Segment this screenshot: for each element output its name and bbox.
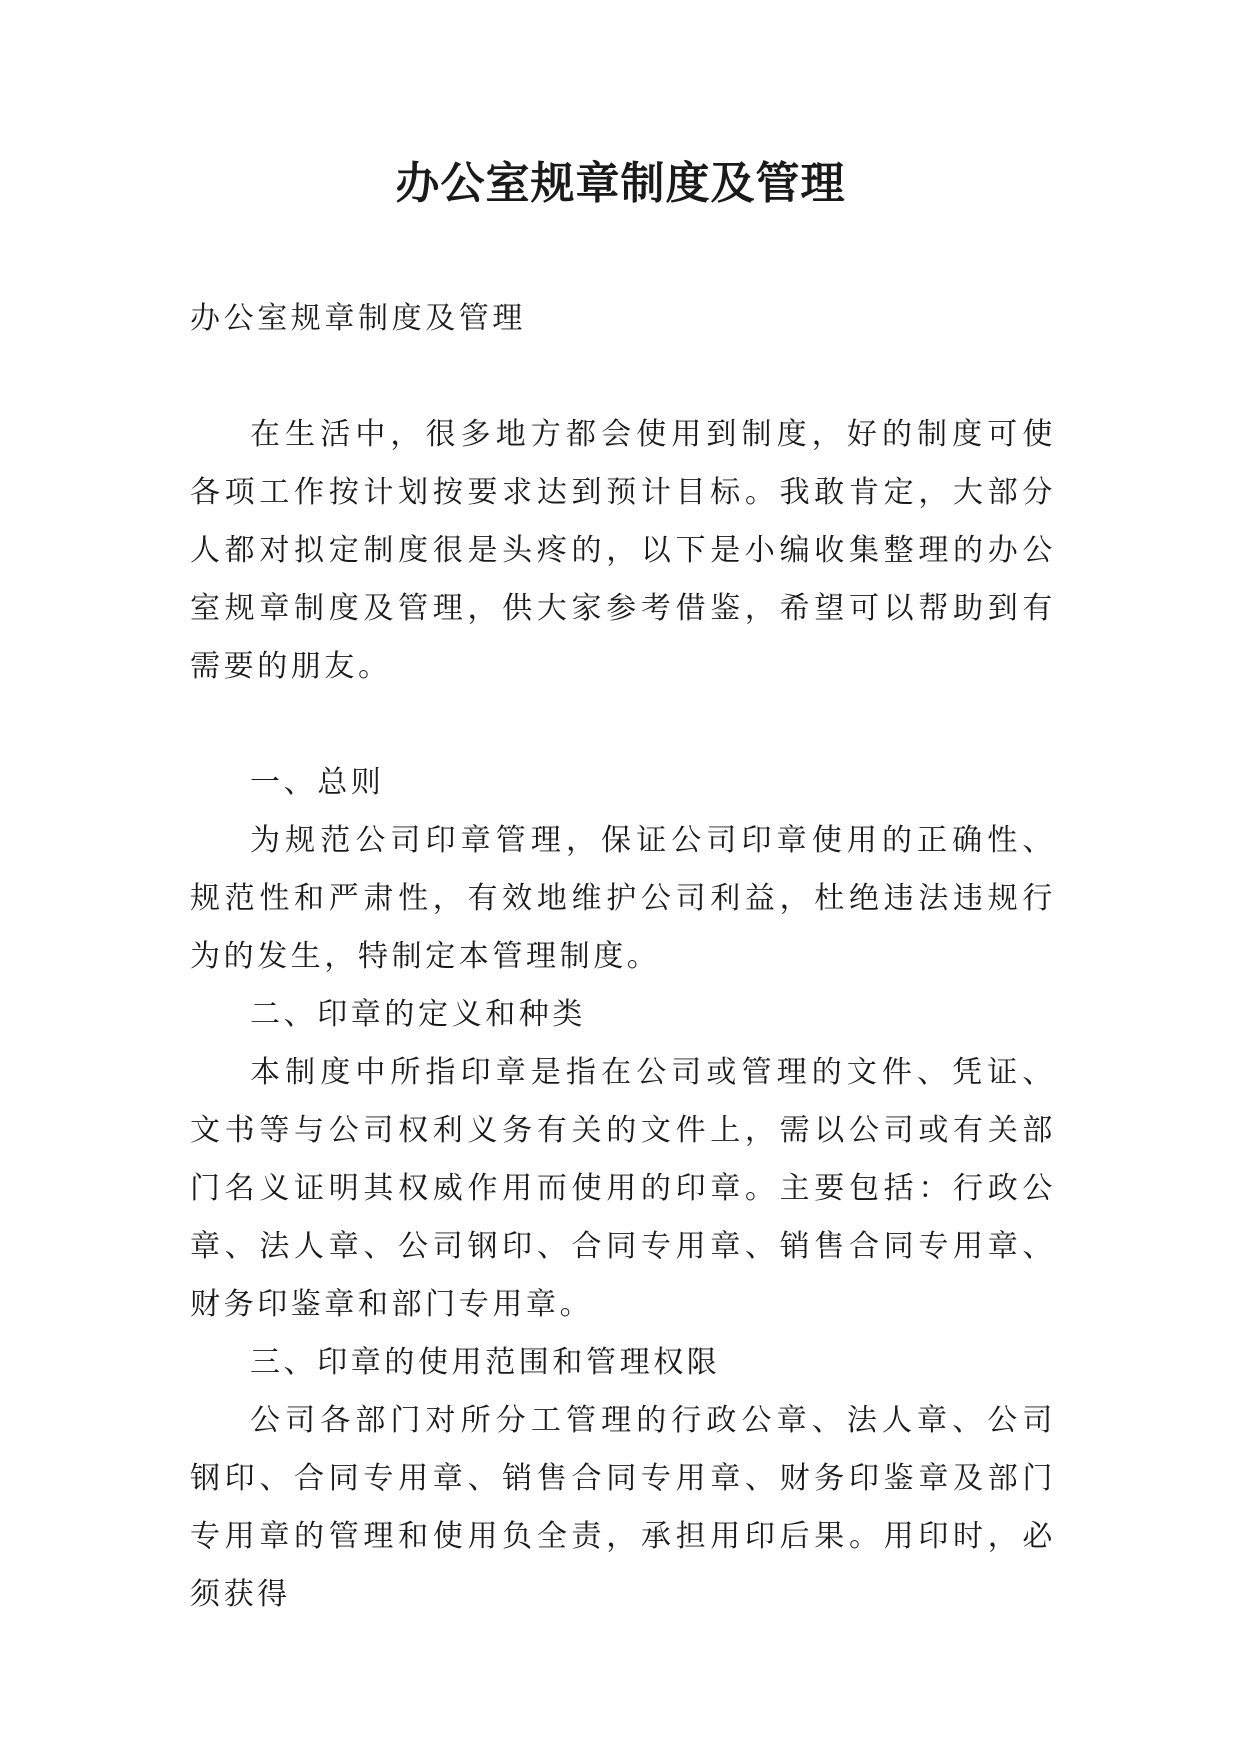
section-paragraph-seal-usage: 公司各部门对所分工管理的行政公章、法人章、公司钢印、合同专用章、销售合同专用章、财务印鉴章及部门专用章的管理和使用负全责，承担用印后果。用印时，必须获得: [190, 1403, 1056, 1612]
section-heading-seal-definition: 二、印章的定义和种类: [250, 997, 586, 1032]
document-subtitle: 办公室规章制度及管理: [190, 301, 526, 336]
document-title: 办公室规章制度及管理: [395, 158, 846, 209]
document-body: [190, 290, 1056, 1624]
section-paragraph-general: 为规范公司印章管理，保证公司印章使用的正确性、规范性和严肃性，有效地维护公司利益，杜绝违法违规行为的发生，特制定本管理制度。: [190, 823, 1056, 974]
section-heading-seal-usage: 三、印章的使用范围和管理权限: [250, 1345, 721, 1380]
section-paragraph-seal-definition: 本制度中所指印章是指在公司或管理的文件、凭证、文书等与公司权利义务有关的文件上，需以公司或有关部门名义证明其权威作用而使用的印章。主要包括：行政公章、法人章、公司钢印、合同专用章、销售合同专用章、财务印鉴章和部门专用章。: [190, 1055, 1056, 1322]
intro-paragraph: 在生活中，很多地方都会使用到制度，好的制度可使各项工作按计划按要求达到预计目标。我敢肯定，大部分人都对拟定制度很是头疼的，以下是小编收集整理的办公室规章制度及管理，供大家参考借鉴，希望可以帮助到有需要的朋友。: [190, 417, 1056, 684]
section-heading-general: 一、总则: [250, 765, 385, 800]
